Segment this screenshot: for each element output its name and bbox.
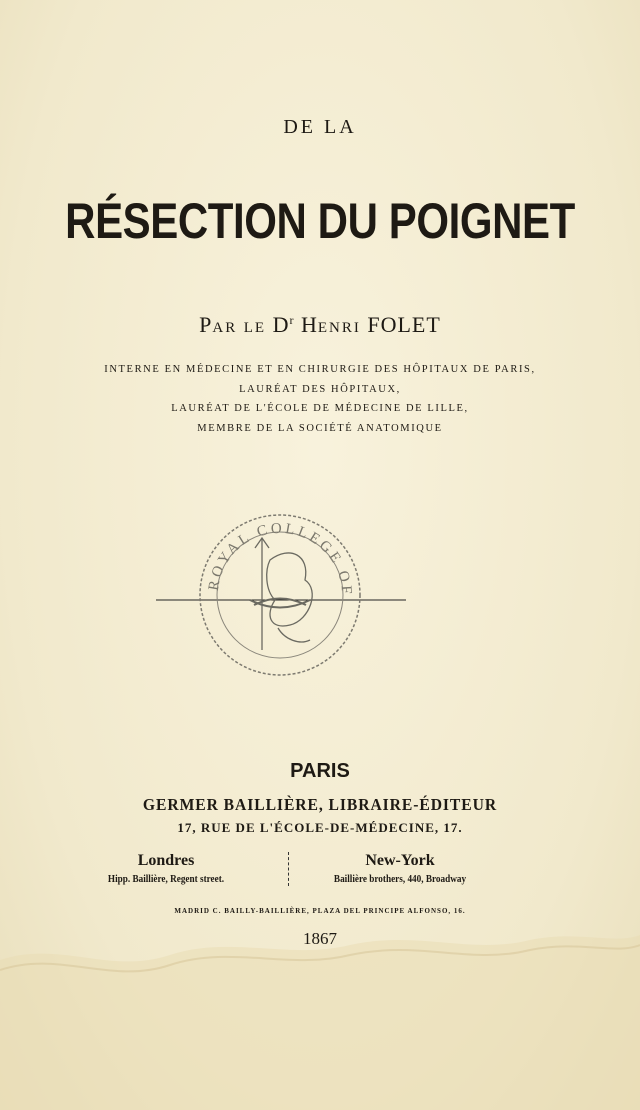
author-surname: FOLET — [367, 312, 441, 337]
london-detail: Hipp. Baillière, Regent street. — [107, 874, 225, 885]
library-stamp — [150, 500, 410, 690]
seal-outer-ring — [200, 515, 360, 675]
seal-emblem-icon — [250, 538, 312, 650]
author-henri: HENRI — [300, 312, 361, 337]
author-line — [0, 312, 640, 338]
main-title: RÉSECTION DU POIGNET — [65, 193, 575, 249]
publication-year: 1867 — [303, 929, 337, 948]
london-imprint — [66, 852, 266, 885]
author-le: LE — [243, 320, 267, 336]
london-city: Londres — [137, 852, 195, 869]
author-dr: $D^r$ — [272, 312, 295, 337]
newyork-city: New-York — [365, 852, 435, 869]
publisher-line: GERMER BAILLIÈRE, LIBRAIRE-ÉDITEUR — [142, 795, 498, 814]
pre-title: DE LA — [283, 116, 357, 138]
address-line: 17, RUE DE L'ÉCOLE-DE-MÉDECINE, 17. — [177, 820, 463, 835]
newyork-imprint — [300, 852, 500, 885]
madrid-imprint: MADRID C. BAILLY-BAILLIÈRE, PLAZA DEL PRINCIPE ALFONSO, 16. — [174, 907, 466, 915]
imprint-city: PARIS — [290, 760, 350, 782]
credential-line: INTERNE EN MÉDECINE ET EN CHIRURGIE DES HÔPITAUX DE PARIS, — [104, 364, 536, 375]
water-stain — [0, 900, 640, 1110]
newyork-detail: Baillière brothers, 440, Broadway — [333, 874, 467, 885]
author-par: PAR — [199, 312, 238, 337]
stamp-seal-icon — [150, 500, 410, 690]
seal-legend: ROYAL COLLEGE OF — [205, 520, 355, 598]
imprint-divider — [288, 852, 290, 886]
credential-line: MEMBRE DE LA SOCIÉTÉ ANATOMIQUE — [197, 423, 443, 434]
credential-line: LAURÉAT DES HÔPITAUX, — [239, 384, 401, 395]
credential-line: LAURÉAT DE L'ÉCOLE DE MÉDECINE DE LILLE, — [171, 403, 469, 414]
